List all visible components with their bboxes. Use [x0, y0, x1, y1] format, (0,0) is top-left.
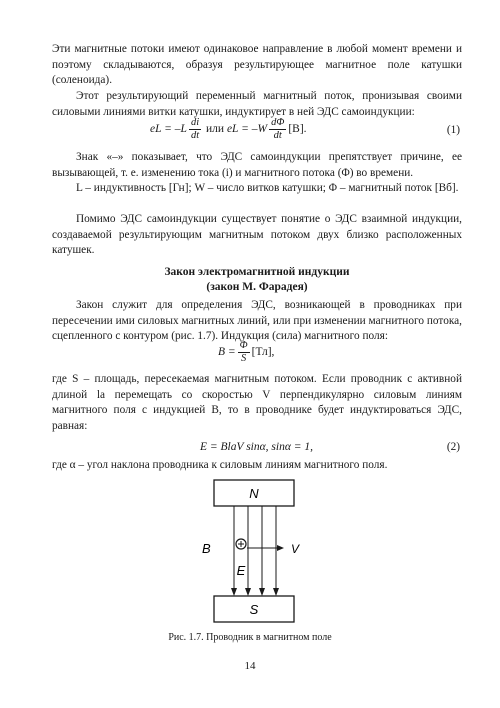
heading-line2: (закон М. Фарадея) — [206, 281, 308, 293]
heading-line1: Закон электромагнитной индукции — [164, 266, 350, 278]
equation-number-1: (1) — [446, 124, 460, 136]
formula1-fraction2: $\frac{d\Phi}{dt}$ — [271, 117, 285, 141]
paragraph-conductor-motion: где S – площадь, пересекаемая магнитным потоком. Если проводник с активной длиной lа перемещать со скоростью V перпендикулярно силовым линиям магнитного поля с индукцией B, то в проводнике будет индуктироваться ЭДС, равная: — [52, 373, 462, 432]
section-heading — [52, 265, 462, 295]
equation-number-2: (2) — [446, 441, 460, 453]
induction-label: B — [202, 541, 211, 556]
velocity-label: V — [291, 542, 300, 556]
formula-induction: B = $\frac{\Phi}{S}$ [Тл], — [218, 340, 275, 364]
formula1-lhs1: eL = –L — [150, 123, 187, 136]
field-line-4-arrow — [273, 588, 279, 596]
formula-b-fraction: $\frac{\Phi}{S}$ — [239, 340, 248, 364]
paragraph-self-induction-intro: Этот результирующий переменный магнитный поток, пронизывая своими силовыми линиями витки катушки, индуктирует в ней ЭДС самоиндукции: — [52, 90, 462, 118]
formula1-lhs2: eL = –W — [226, 123, 268, 136]
field-line-1-arrow — [231, 588, 237, 596]
formula-emf: E = BlаV sinα, sinα = 1, — [200, 441, 313, 453]
emf-label: E — [236, 563, 246, 578]
paragraph-law-description: Закон служит для определения ЭДС, возникающей в проводниках при пересечении ими силовых магнитных линий, или при изменении магнитного потока, сцепленного с контуром (рис. 1.7). Индукция (сила) магнитного поля: — [52, 299, 462, 343]
field-line-2-arrow — [245, 588, 251, 596]
paragraph-magnetic-fluxes: Эти магнитные потоки имеют одинаковое направление в любой момент времени и поэтому складываются, образуя результирующее магнитное поле катушки (соленоида). — [52, 43, 462, 87]
velocity-arrow-head — [277, 545, 284, 551]
paragraph-mutual-induction: Помимо ЭДС самоиндукции существует понятие о ЭДС взаимной индукции, создаваемой результирующим магнитным потоком двух близко расположенных катушек. — [52, 213, 462, 257]
paragraph-alpha-definition: где α – угол наклона проводника к силовым линиям магнитного поля. — [52, 459, 388, 471]
figure-caption: Рис. 1.7. Проводник в магнитном поле — [168, 632, 332, 643]
formula1-fraction1: $\frac{di}{dt}$ — [190, 117, 200, 141]
north-pole-label: N — [249, 486, 259, 501]
field-line-3-arrow — [259, 588, 265, 596]
page-number: 14 — [244, 660, 256, 672]
south-pole-label: S — [249, 602, 259, 617]
magnetic-field-figure — [180, 478, 330, 626]
paragraph-minus-sign: Знак «–» показывает, что ЭДС самоиндукции препятствует причине, ее вызывающей, т. е. изменению тока (i) и магнитного потока (Φ) во времени. — [52, 151, 462, 179]
paragraph-definitions: L – индуктивность [Гн]; W – число витков катушки; Φ – магнитный поток [Вб]. — [76, 182, 459, 194]
formula-self-induction: eL = –L $\frac{di}{dt}$ или eL = –W $\frac{d\Phi}{dt}$ [В]. — [150, 117, 307, 141]
